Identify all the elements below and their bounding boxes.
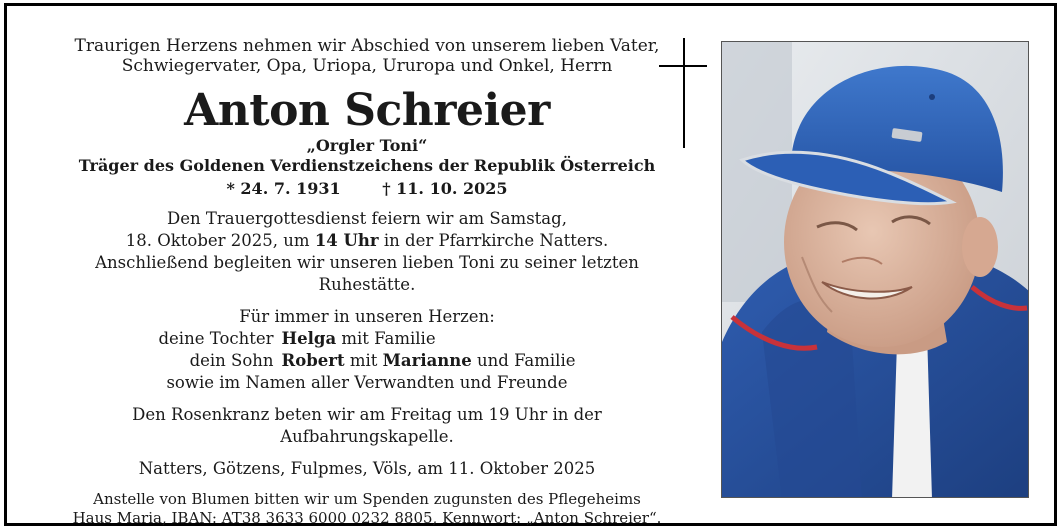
donation-line-1: Anstelle von Blumen bitten wir um Spenden zugunsten des Pflegeheims bbox=[93, 490, 641, 508]
service-line-3: Anschließend begleiten wir unseren lieben Toni zu seiner letzten Ruhestätte. bbox=[95, 253, 639, 294]
son-suffix: und Familie bbox=[471, 351, 576, 370]
rosary-info: Den Rosenkranz beten wir am Freitag um 19 Uhr in der Aufbahrungskapelle. bbox=[132, 405, 602, 446]
deceased-name: Anton Schreier bbox=[184, 85, 550, 136]
honor-line: Träger des Goldenen Verdienstzeichens der Republik Österreich bbox=[78, 156, 656, 175]
death-date: † 11. 10. 2025 bbox=[382, 179, 508, 198]
service-date-text: 18. Oktober 2025, um bbox=[125, 231, 315, 250]
family-row-daughter bbox=[158, 328, 575, 350]
son-entry bbox=[282, 350, 576, 372]
nickname: „Orgler Toni“ bbox=[306, 136, 428, 155]
family-others: sowie im Namen aller Verwandten und Freunde bbox=[166, 373, 568, 392]
service-line-2 bbox=[47, 230, 687, 252]
daughter-relation: deine Tochter bbox=[158, 329, 274, 348]
place-date: Natters, Götzens, Fulpmes, Völs, am 11. Oktober 2025 bbox=[138, 459, 596, 478]
son-partner-name: Marianne bbox=[382, 351, 472, 370]
son-connector: mit bbox=[344, 351, 383, 370]
shirt-collar bbox=[892, 332, 932, 498]
portrait-illustration bbox=[722, 42, 1029, 498]
life-dates bbox=[47, 178, 687, 200]
obituary-notice bbox=[4, 3, 1057, 526]
intro-line-2: Schwiegervater, Opa, Uriopa, Ururopa und Onkel, Herrn bbox=[121, 56, 613, 76]
son-name: Robert bbox=[281, 351, 345, 370]
family-list bbox=[47, 328, 687, 372]
donation-info bbox=[47, 490, 687, 528]
daughter-name: Helga bbox=[281, 329, 337, 348]
family-row-son bbox=[158, 350, 575, 372]
birth-date: * 24. 7. 1931 bbox=[226, 179, 341, 198]
donation-line-2: Haus Maria, IBAN: AT38 3633 6000 0232 8805, Kennwort: „Anton Schreier“. bbox=[72, 509, 662, 527]
service-time: 14 Uhr bbox=[314, 231, 379, 250]
cap-button bbox=[929, 94, 935, 100]
family-section bbox=[47, 306, 687, 394]
daughter-suffix: mit Familie bbox=[336, 329, 436, 348]
daughter-entry bbox=[282, 328, 576, 350]
service-line-1: Den Trauergottesdienst feiern wir am Samstag, bbox=[167, 209, 567, 228]
cross-vertical-bar bbox=[683, 38, 685, 148]
portrait-photo bbox=[721, 41, 1029, 498]
service-info bbox=[47, 208, 687, 296]
intro-line-1: Traurigen Herzens nehmen wir Abschied von unserem lieben Vater, bbox=[74, 36, 660, 56]
latin-cross-icon bbox=[657, 38, 707, 148]
family-table bbox=[158, 328, 575, 372]
notice-text-column bbox=[47, 36, 687, 528]
ear bbox=[962, 217, 998, 277]
service-place-text: in der Pfarrkirche Natters. bbox=[378, 231, 609, 250]
son-relation: dein Sohn bbox=[189, 351, 274, 370]
family-heading: Für immer in unseren Herzen: bbox=[239, 307, 495, 326]
cross-horizontal-bar bbox=[659, 65, 707, 67]
